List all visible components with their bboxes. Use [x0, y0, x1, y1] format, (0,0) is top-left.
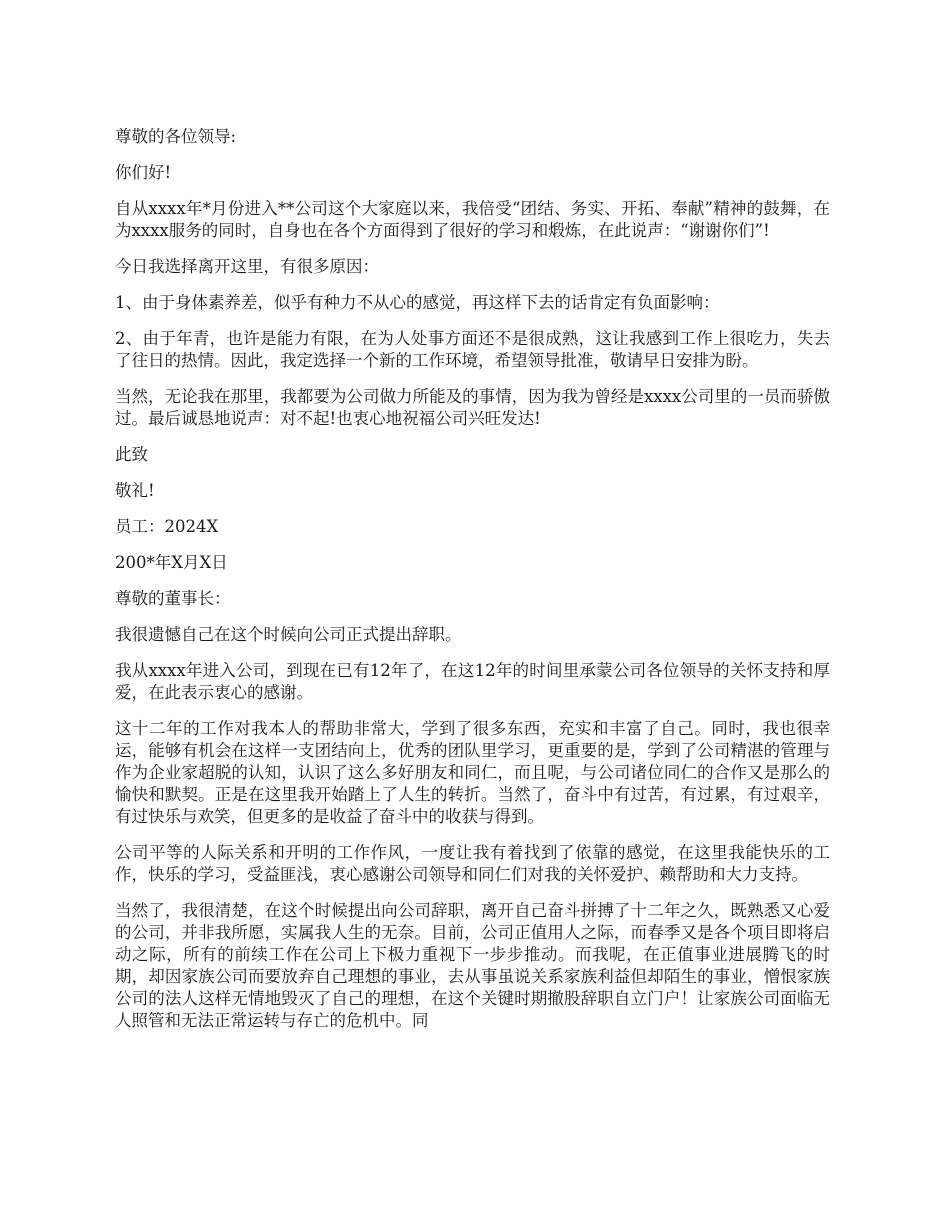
greeting: 你们好!: [115, 163, 172, 182]
paragraph: 我从xxxx年进入公司，到现在已有12年了，在这12年的时间里承蒙公司各位领导的关怀支持和厚爱，在此表示衷心的感谢。: [115, 661, 830, 702]
paragraph: 我很遗憾自己在这个时候向公司正式提出辞职。: [115, 625, 462, 644]
paragraph: 公司平等的人际关系和开明的工作作风，一度让我有着找到了依靠的感觉，在这里我能快乐的工作，快乐的学习，受益匪浅，衷心感谢公司领导和同仁们对我的关怀爱护、赖帮助和大力支持。: [115, 843, 830, 884]
signature: 员工：2024X: [115, 517, 219, 536]
paragraph: 这十二年的工作对我本人的帮助非常大，学到了很多东西，充实和丰富了自己。同时，我也很幸运，能够有机会在这样一支团结向上，优秀的团队里学习，更重要的是，学到了公司精湛的管理与作为企业家超脱的认知，认识了这么多好朋友和同仁，而且呢，与公司诸位同仁的合作又是那么的愉快和默契。正是在这里我开始踏上了人生的转折。当然了，奋斗中有过苦，有过累，有过艰辛，有过快乐与欢笑，但更多的是收益了奋斗中的收获与得到。: [115, 719, 830, 826]
salutation: 尊敬的董事长：: [115, 589, 231, 608]
paragraph: 今日我选择离开这里，有很多原因：: [115, 257, 379, 276]
date: 200*年X月X日: [115, 553, 228, 572]
paragraph: 当然了，我很清楚，在这个时候提出向公司辞职，离开自己奋斗拼搏了十二年之久，既熟悉又心爱的公司，并非我所愿，实属我人生的无奈。目前，公司正值用人之际，而春季又是各个项目即将启动之际，所有的前续工作在公司上下极力重视下一步步推动。而我呢，在正值事业进展腾飞的时期，却因家族公司而要放弃自己理想的事业，去从事虽说关系家族利益但却陌生的事业，憎恨家族公司的法人这样无情地毁灭了自己的理想，在这个关键时期撤股辞职自立门户！让家族公司面临无人照管和无法正常运转与存亡的危机中。同: [115, 901, 830, 1030]
salutation: 尊敬的各位领导:: [115, 127, 237, 146]
closing-line: 敬礼!: [115, 481, 155, 500]
document-body: [115, 126, 830, 1046]
paragraph: 当然，无论我在那里，我都要为公司做力所能及的事情，因为我为曾经是xxxx公司里的一员而骄傲过。最后诚恳地说声：对不起!也衷心地祝福公司兴旺发达!: [115, 387, 830, 428]
reason-item: 1、由于身体素养差，似乎有种力不从心的感觉，再这样下去的话肯定有负面影响：: [115, 293, 720, 312]
closing-line: 此致: [115, 445, 148, 464]
reason-item: 2、由于年青，也许是能力有限，在为人处事方面还不是很成熟，这让我感到工作上很吃力，失去了往日的热情。因此，我定选择一个新的工作环境，希望领导批准，敬请早日安排为盼。: [115, 329, 830, 370]
paragraph: 自从xxxx年*月份进入**公司这个大家庭以来，我倍受“团结、务实、开拓、奉献”精神的鼓舞，在为xxxx服务的同时，自身也在各个方面得到了很好的学习和煅炼，在此说声：“谢谢你们”!: [115, 199, 830, 240]
